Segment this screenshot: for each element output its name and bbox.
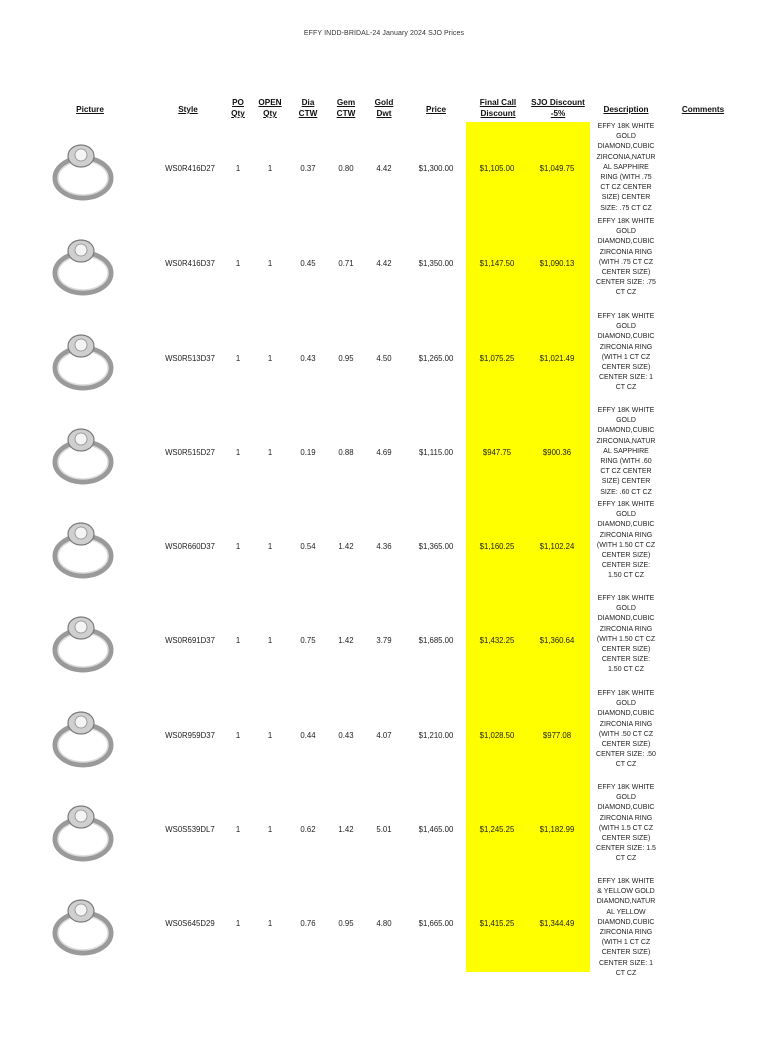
dia-ctw-cell: 0.62 [300,825,316,834]
description-line: (WITH 1 CT CZ [601,939,651,947]
description-line: DIAMOND,CUBIC [597,238,655,246]
ring-photo-icon [45,134,120,206]
sjo-discount-cell: $1,021.49 [539,354,575,363]
style-cell: WS0R515D27 [165,448,215,457]
po-qty-cell: 1 [235,731,241,740]
price-cell: $1,210.00 [418,731,454,740]
ring-photo-icon [45,889,120,961]
final-call-cell: $1,245.25 [479,825,515,834]
ring-photo-icon [45,324,120,396]
description-line: DIAMOND,CUBIC [597,333,655,341]
description-line: ZIRCONIA RING [599,343,653,351]
po-qty-cell: 1 [235,259,241,268]
description-line: 1.50 CT CZ [607,666,645,674]
description-line: GOLD [616,417,636,425]
header-comments: Comments [681,105,725,114]
sjo-discount-cell: $1,360.64 [539,636,575,645]
table-row [0,312,768,407]
header-po-qty: PO Qty [231,98,245,118]
description-line: (WITH 1.50 CT CZ [596,541,656,549]
table-row [0,122,768,217]
description-line: GOLD [616,133,636,141]
description-cell [590,783,662,878]
sjo-discount-cell: $977.08 [542,731,572,740]
description-line: CENTER SIZE: 1 [598,959,654,967]
gem-ctw-cell: 0.95 [338,919,354,928]
style-cell: WS0R959D37 [165,731,215,740]
header-final-call: Final Call Discount [479,98,517,118]
price-cell: $1,465.00 [418,825,454,834]
description-cell [590,122,662,217]
style-cell: WS0R513D37 [165,354,215,363]
description-line: ZIRCONIA RING [599,929,653,937]
description-line: AL YELLOW [606,908,646,916]
gold-dwt-cell: 5.01 [376,825,392,834]
description-line: DIAMOND,CUBIC [597,918,655,926]
description-line: 1.50 CT CZ [607,572,645,580]
header-style: Style [178,105,198,114]
description-line: EFFY 18K WHITE [597,313,655,320]
header-description: Description [603,105,649,114]
description-cell [590,689,662,784]
final-call-cell: $1,147.50 [479,259,515,268]
gem-ctw-cell: 0.43 [338,731,354,740]
description-line: ZIRCONIA,NATUR [596,153,656,161]
gold-dwt-cell: 3.79 [376,636,392,645]
description-line: EFFY 18K WHITE [597,501,655,508]
final-call-cell: $1,075.25 [479,354,515,363]
header-dia-ctw: Dia CTW [298,98,318,118]
description-line: DIAMOND,CUBIC [597,615,655,623]
description-line: (WITH .75 CT CZ [598,258,654,266]
description-line: EFFY 18K WHITE [597,690,655,697]
description-line: CENTER SIZE: 1.5 [596,845,656,853]
gem-ctw-cell: 0.88 [338,448,354,457]
ring-photo-icon [45,606,120,678]
description-line: CENTER SIZE: .50 [596,751,656,759]
final-call-cell: $1,432.25 [479,636,515,645]
description-line: CT CZ CENTER [600,468,652,476]
table-row [0,217,768,312]
dia-ctw-cell: 0.45 [300,259,316,268]
gold-dwt-cell: 4.69 [376,448,392,457]
description-line: RING (WITH .75 [600,174,652,182]
gold-dwt-cell: 4.07 [376,731,392,740]
gem-ctw-cell: 0.95 [338,354,354,363]
description-line: CT CZ [615,289,637,297]
style-cell: WS0S645D29 [165,919,215,928]
style-cell: WS0R416D27 [165,164,215,173]
header-open-qty: OPEN Qty [258,98,282,118]
report-title: EFFY INDD-BRIDAL-24 January 2024 SJO Prices [303,30,465,37]
description-cell [590,594,662,689]
open-qty-cell: 1 [267,636,273,645]
final-call-cell: $1,105.00 [479,164,515,173]
po-qty-cell: 1 [235,542,241,551]
description-line: DIAMOND,CUBIC [597,427,655,435]
description-line: ZIRCONIA RING [599,720,653,728]
description-line: CT CZ [615,761,637,769]
final-call-cell: $1,160.25 [479,542,515,551]
sjo-discount-cell: $1,102.24 [539,542,575,551]
po-qty-cell: 1 [235,825,241,834]
description-line: (WITH 1.50 CT CZ [596,635,656,643]
description-cell [590,877,662,977]
final-call-cell: $947.75 [482,448,512,457]
po-qty-cell: 1 [235,164,241,173]
description-line: DIAMOND,CUBIC [597,143,655,151]
style-cell: WS0S539DL7 [165,825,215,834]
sjo-discount-cell: $1,344.49 [539,919,575,928]
description-line: ZIRCONIA RING [599,625,653,633]
table-row [0,500,768,595]
price-cell: $1,685.00 [418,636,454,645]
sjo-discount-cell: $900.36 [542,448,572,457]
description-line: (WITH 1 CT CZ [601,353,651,361]
gold-dwt-cell: 4.80 [376,919,392,928]
description-line: CENTER SIZE: [601,562,651,570]
description-line: EFFY 18K WHITE [597,878,655,885]
price-cell: $1,365.00 [418,542,454,551]
description-line: CENTER SIZE) [601,552,651,560]
price-cell: $1,350.00 [418,259,454,268]
open-qty-cell: 1 [267,825,273,834]
description-line: EFFY 18K WHITE [597,784,655,791]
gem-ctw-cell: 0.80 [338,164,354,173]
open-qty-cell: 1 [267,164,273,173]
description-line: CENTER SIZE: .75 [596,279,656,287]
description-line: GOLD [616,700,636,708]
description-line: AL SAPPHIRE [603,447,649,455]
description-line: CENTER SIZE) [601,835,651,843]
sjo-discount-cell: $1,049.75 [539,164,575,173]
ring-photo-icon [45,701,120,773]
price-cell: $1,115.00 [418,448,454,457]
style-cell: WS0R691D37 [165,636,215,645]
open-qty-cell: 1 [267,542,273,551]
description-line: DIAMOND,CUBIC [597,804,655,812]
final-call-cell: $1,028.50 [479,731,515,740]
description-line: GOLD [616,794,636,802]
description-line: GOLD [616,511,636,519]
open-qty-cell: 1 [267,448,273,457]
gold-dwt-cell: 4.42 [376,259,392,268]
description-line: EFFY 18K WHITE [597,595,655,602]
description-line: CENTER SIZE: [601,656,651,664]
description-line: CENTER SIZE) [601,269,651,277]
table-row [0,689,768,784]
dia-ctw-cell: 0.44 [300,731,316,740]
table-row [0,783,768,878]
description-line: SIZE: .60 CT CZ [600,488,652,496]
sjo-discount-cell: $1,090.13 [539,259,575,268]
description-line: CT CZ [615,384,637,392]
description-line: CENTER SIZE) [601,741,651,749]
description-line: RING (WITH .60 [600,458,652,466]
po-qty-cell: 1 [235,354,241,363]
description-line: ZIRCONIA,NATUR [596,437,656,445]
ring-photo-icon [45,512,120,584]
description-line: (WITH 1.5 CT CZ [598,824,654,832]
description-cell [590,312,662,407]
description-line: CT CZ [615,969,637,977]
po-qty-cell: 1 [235,636,241,645]
header-gold-dwt: Gold Dwt [374,98,394,118]
ring-photo-icon [45,795,120,867]
dia-ctw-cell: 0.37 [300,164,316,173]
sjo-discount-cell: $1,182.99 [539,825,575,834]
description-line: CT CZ [615,855,637,863]
gem-ctw-cell: 0.71 [338,259,354,268]
description-cell [590,500,662,595]
description-line: & YELLOW GOLD [597,888,655,896]
style-cell: WS0R660D37 [165,542,215,551]
table-row [0,406,768,501]
dia-ctw-cell: 0.19 [300,448,316,457]
gem-ctw-cell: 1.42 [338,636,354,645]
description-line: SIZE: .75 CT CZ [600,204,652,212]
description-line: CENTER SIZE) [601,949,651,957]
ring-photo-icon [45,418,120,490]
final-call-cell: $1,415.25 [479,919,515,928]
po-qty-cell: 1 [235,919,241,928]
open-qty-cell: 1 [267,919,273,928]
description-line: SIZE) CENTER [601,194,651,202]
dia-ctw-cell: 0.76 [300,919,316,928]
open-qty-cell: 1 [267,354,273,363]
header-gem-ctw: Gem CTW [336,98,356,118]
table-row [0,594,768,689]
description-line: CENTER SIZE: 1 [598,374,654,382]
description-line: CENTER SIZE) [601,646,651,654]
gold-dwt-cell: 4.50 [376,354,392,363]
description-line: AL SAPPHIRE [603,163,649,171]
dia-ctw-cell: 0.43 [300,354,316,363]
table-row [0,877,768,977]
dia-ctw-cell: 0.54 [300,542,316,551]
description-line: DIAMOND,NATUR [596,898,656,906]
gem-ctw-cell: 1.42 [338,542,354,551]
ring-photo-icon [45,229,120,301]
description-line: ZIRCONIA RING [599,814,653,822]
description-line: GOLD [616,605,636,613]
description-line: CT CZ CENTER [600,184,652,192]
style-cell: WS0R416D37 [165,259,215,268]
description-line: ZIRCONIA RING [599,248,653,256]
description-line: SIZE) CENTER [601,478,651,486]
header-sjo-discount: SJO Discount -5% [531,98,585,118]
po-qty-cell: 1 [235,448,241,457]
description-line: EFFY 18K WHITE [597,123,655,130]
gold-dwt-cell: 4.36 [376,542,392,551]
description-line: DIAMOND,CUBIC [597,521,655,529]
price-cell: $1,265.00 [418,354,454,363]
open-qty-cell: 1 [267,731,273,740]
description-line: CENTER SIZE) [601,364,651,372]
header-price: Price [425,105,447,114]
gold-dwt-cell: 4.42 [376,164,392,173]
description-cell [590,406,662,501]
description-cell [590,217,662,312]
price-cell: $1,665.00 [418,919,454,928]
open-qty-cell: 1 [267,259,273,268]
description-line: GOLD [616,228,636,236]
description-line: EFFY 18K WHITE [597,407,655,414]
gem-ctw-cell: 1.42 [338,825,354,834]
description-line: (WITH .50 CT CZ [598,730,654,738]
price-cell: $1,300.00 [418,164,454,173]
description-line: GOLD [616,323,636,331]
description-line: DIAMOND,CUBIC [597,710,655,718]
description-line: ZIRCONIA RING [599,531,653,539]
header-picture: Picture [76,105,104,114]
description-line: EFFY 18K WHITE [597,218,655,225]
dia-ctw-cell: 0.75 [300,636,316,645]
